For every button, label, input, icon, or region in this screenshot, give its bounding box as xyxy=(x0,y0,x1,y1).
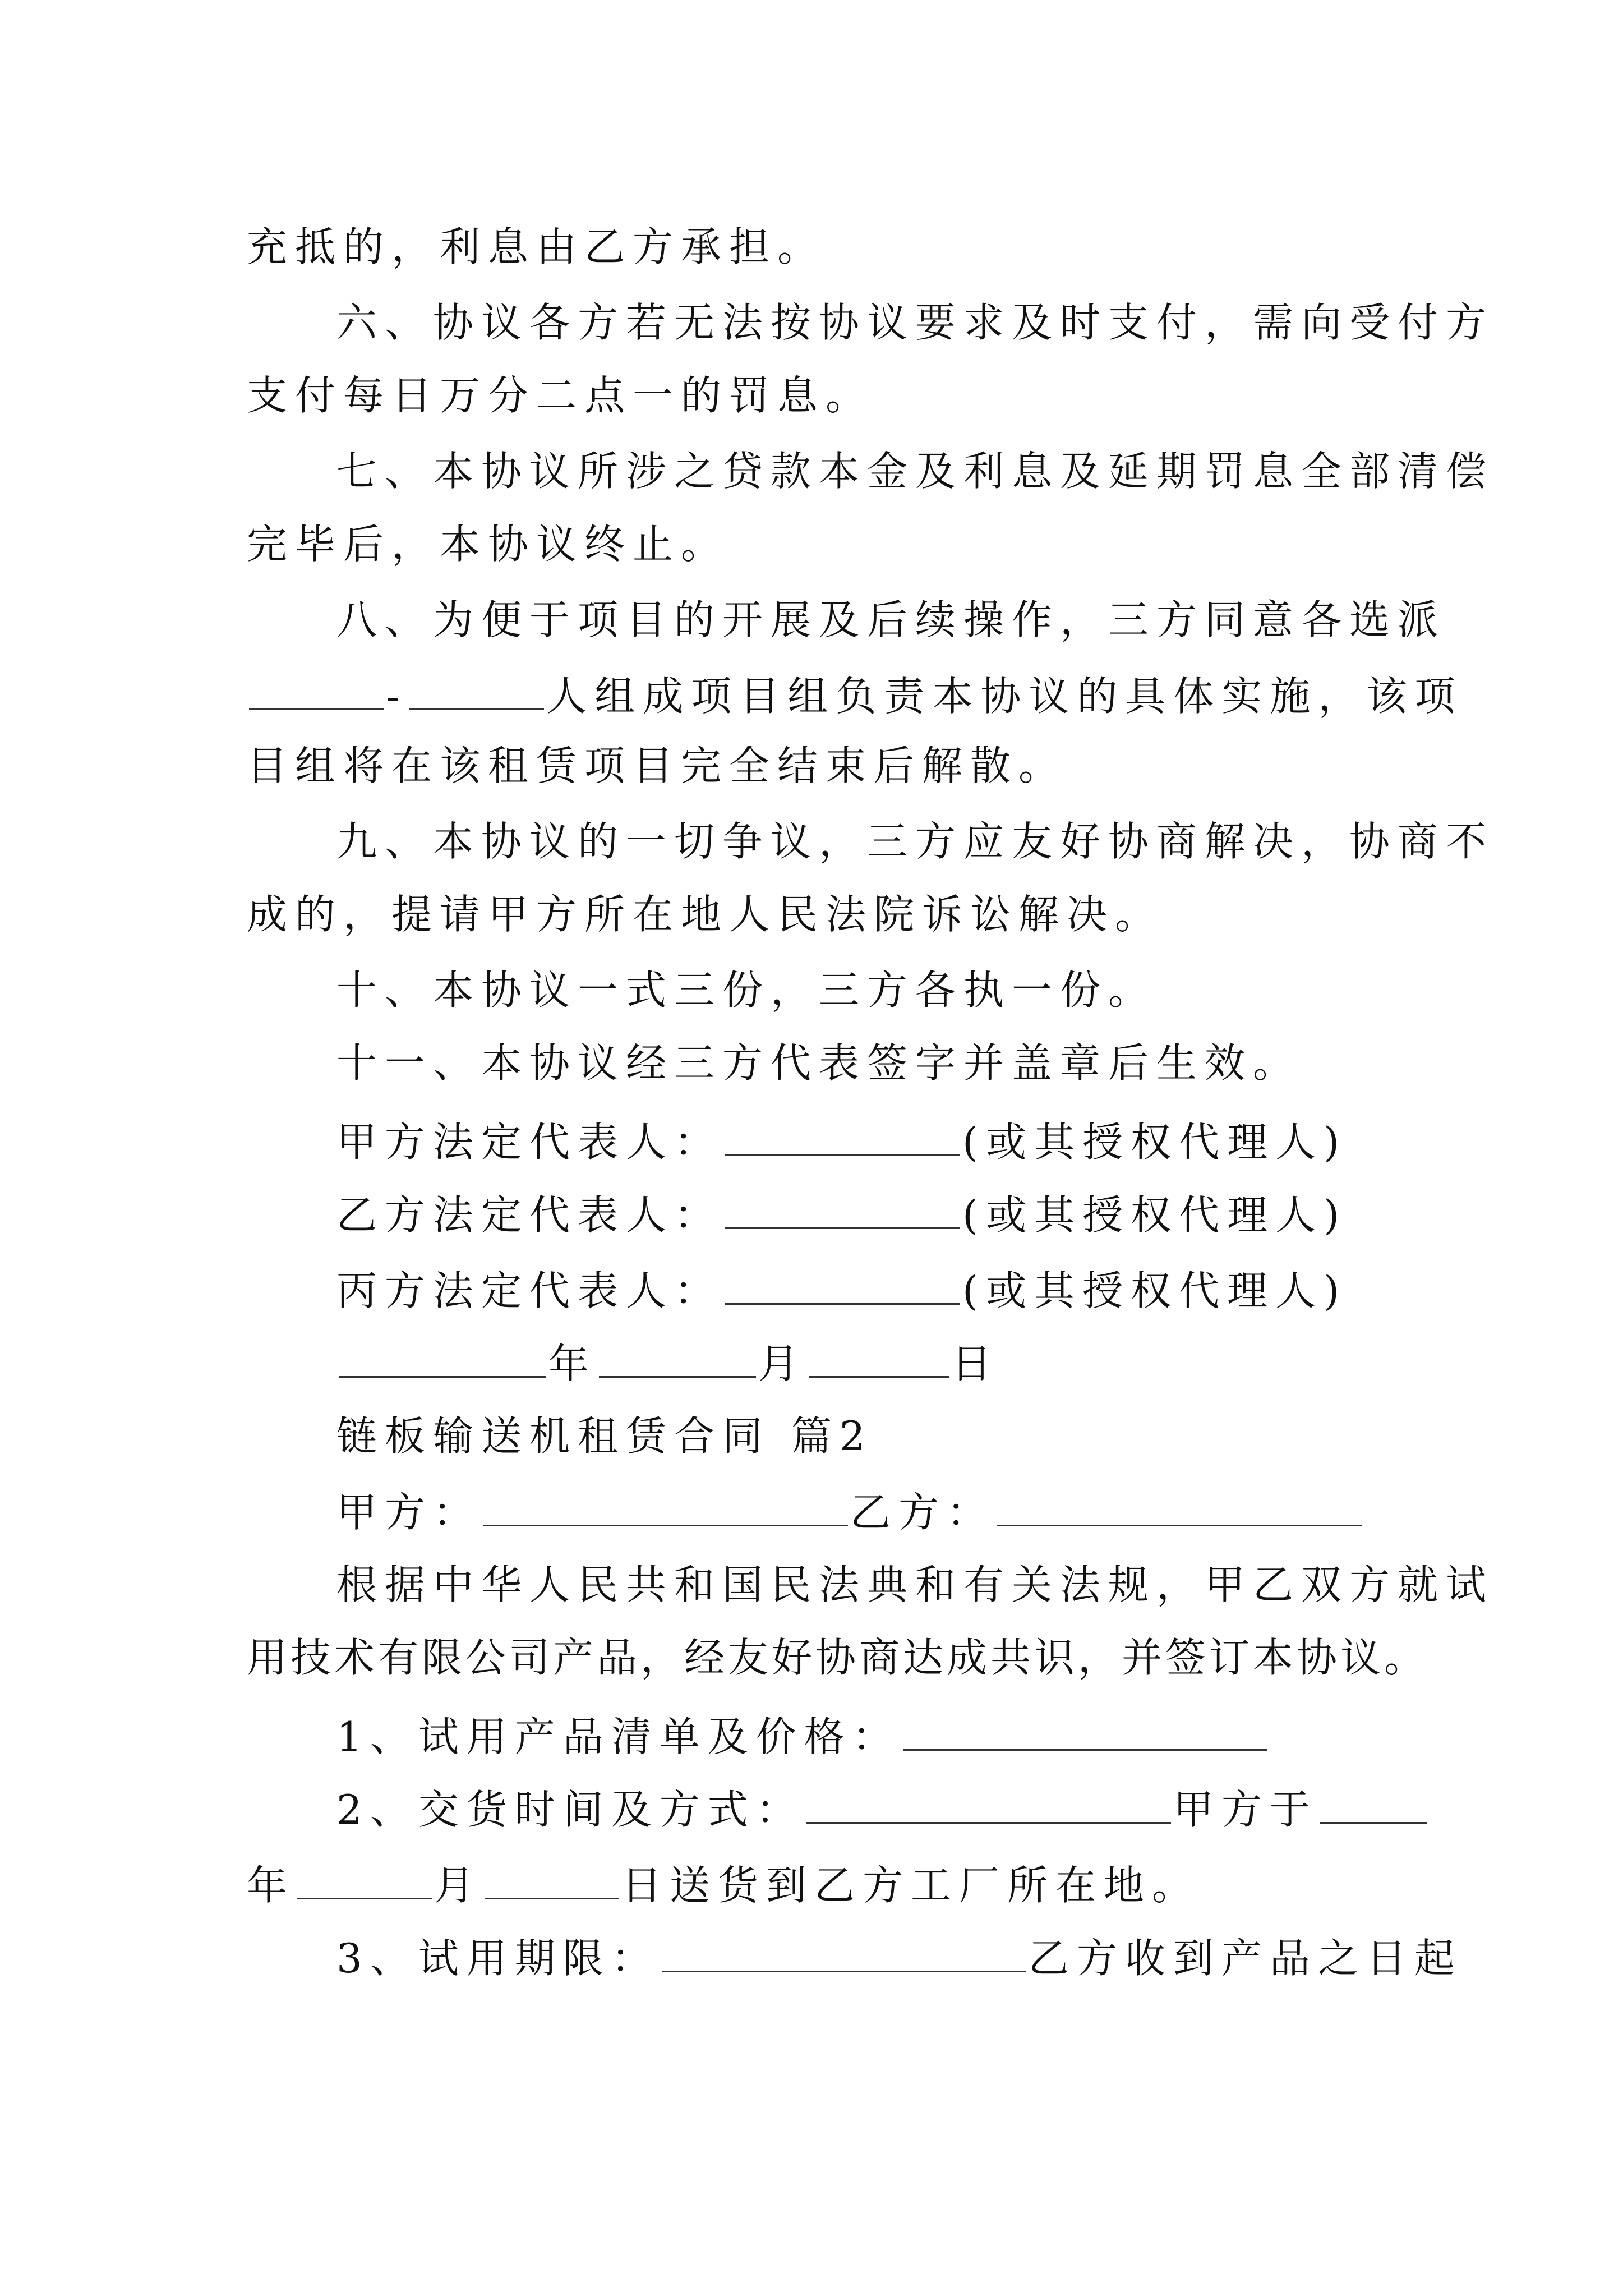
text: 六、协议各方若无法按协议要求及时支付，需向受付方 xyxy=(336,299,1495,346)
clause-8-line-1 xyxy=(336,592,1481,648)
intro-line-1 xyxy=(336,1557,1495,1613)
item-2-line-2 xyxy=(247,1854,1391,1913)
fill-blank[interactable] xyxy=(409,665,544,710)
year-blank[interactable] xyxy=(339,1332,546,1378)
section-title xyxy=(336,1408,1481,1464)
item-2-tail: 甲方于 xyxy=(1173,1786,1318,1833)
fill-blank[interactable] xyxy=(249,665,384,710)
item-1 xyxy=(336,1705,1481,1765)
signature-suffix: (或其授权代理人) xyxy=(962,1267,1348,1314)
text: 人组成项目组负责本协议的具体实施，该项 xyxy=(546,673,1463,720)
text: 用技术有限公司产品，经友好协商达成共识，并签订本协议。 xyxy=(247,1634,1428,1681)
clause-11 xyxy=(336,1035,1481,1091)
item-3 xyxy=(336,1927,1481,1986)
signature-party-a xyxy=(336,1111,1481,1170)
clause-9-line-1 xyxy=(336,813,1495,869)
dash: - xyxy=(386,673,408,720)
clause-8-line-3 xyxy=(247,738,1391,794)
text: 八、为便于项目的开展及后续操作，三方同意各选派 xyxy=(336,596,1446,643)
text: 十一、本协议经三方代表签字并盖章后生效。 xyxy=(336,1039,1302,1087)
year-label: 年 xyxy=(247,1862,296,1909)
item-3-blank[interactable] xyxy=(662,1927,1026,1972)
party-a-blank[interactable] xyxy=(483,1481,848,1526)
text: 根据中华人民共和国民法典和有关法规，甲乙双方就试 xyxy=(336,1561,1495,1608)
signature-blank[interactable] xyxy=(725,1184,960,1229)
signature-suffix: (或其授权代理人) xyxy=(962,1119,1348,1166)
month-blank[interactable] xyxy=(599,1332,756,1378)
party-a-label: 甲方： xyxy=(336,1489,482,1536)
party-b-label: 乙方： xyxy=(850,1489,995,1536)
clause-9-line-2 xyxy=(247,886,1391,942)
item-2-label: 2、交货时间及方式： xyxy=(336,1786,804,1833)
clause-10 xyxy=(336,962,1481,1018)
date-line xyxy=(336,1332,1481,1392)
item-2-year-blank[interactable] xyxy=(1320,1778,1427,1824)
clause-7-line-1 xyxy=(336,443,1495,499)
text: 七、本协议所涉之贷款本金及利息及延期罚息全部清偿 xyxy=(336,448,1495,495)
item-2-blank[interactable] xyxy=(806,1778,1171,1824)
text: 九、本协议的一切争议，三方应友好协商解决，协商不 xyxy=(336,818,1495,865)
signature-label: 甲方法定代表人： xyxy=(336,1119,723,1166)
month-label: 月 xyxy=(758,1340,807,1387)
item-1-label: 1、试用产品清单及价格： xyxy=(336,1713,901,1760)
item-1-blank[interactable] xyxy=(903,1705,1267,1751)
text: 充抵的，利息由乙方承担。 xyxy=(247,223,826,270)
clause-7-line-2 xyxy=(247,516,1391,572)
party-b-blank[interactable] xyxy=(997,1481,1362,1526)
text: 支付每日万分二点一的罚息。 xyxy=(247,372,874,419)
signature-party-c xyxy=(336,1259,1481,1319)
text: 完毕后，本协议终止。 xyxy=(247,521,730,568)
month-blank[interactable] xyxy=(297,1854,432,1899)
signature-blank[interactable] xyxy=(725,1259,960,1305)
text: 成的，提请甲方所在地人民法院诉讼解决。 xyxy=(247,891,1164,938)
day-label: 日 xyxy=(951,1340,1000,1387)
day-blank[interactable] xyxy=(485,1854,619,1899)
signature-blank[interactable] xyxy=(725,1111,960,1156)
parties-line xyxy=(336,1481,1481,1540)
paragraph-line xyxy=(247,219,1391,275)
clause-6-line-1 xyxy=(336,295,1495,351)
clause-6-line-2 xyxy=(247,367,1391,424)
signature-suffix: (或其授权代理人) xyxy=(962,1191,1348,1239)
month-label: 月 xyxy=(434,1862,483,1909)
signature-party-b xyxy=(336,1184,1481,1243)
text: 日送货到乙方工厂所在地。 xyxy=(621,1862,1201,1909)
year-label: 年 xyxy=(548,1340,597,1387)
item-3-tail: 乙方收到产品之日起 xyxy=(1028,1935,1463,1982)
clause-8-line-2 xyxy=(247,665,1463,724)
signature-label: 丙方法定代表人： xyxy=(336,1267,723,1314)
signature-label: 乙方法定代表人： xyxy=(336,1191,723,1239)
text: 十、本协议一式三份，三方各执一份。 xyxy=(336,967,1157,1014)
text: 目组将在该租赁项目完全结束后解散。 xyxy=(247,742,1067,789)
day-blank[interactable] xyxy=(809,1332,949,1378)
intro-line-2 xyxy=(247,1630,1428,1686)
section-title-text: 链板输送机租赁合同 篇2 xyxy=(336,1412,873,1460)
item-3-label: 3、试用期限： xyxy=(336,1935,660,1982)
item-2-line-1 xyxy=(336,1778,1481,1838)
